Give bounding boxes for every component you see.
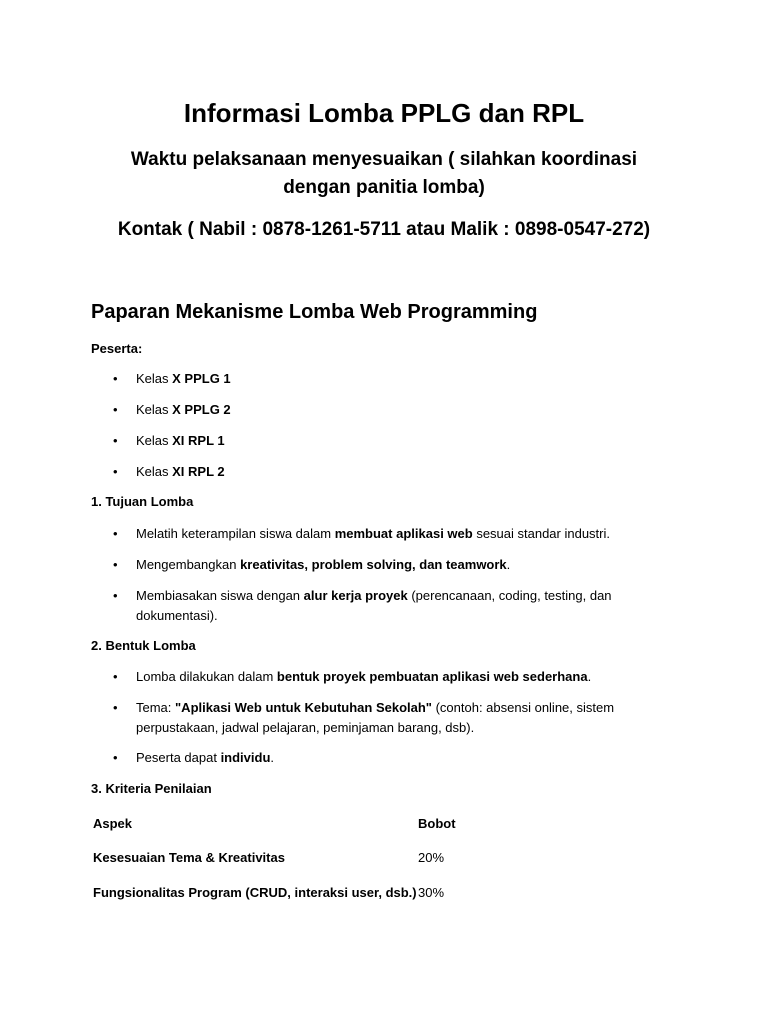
list-item: Kelas XI RPL 1 [136, 433, 225, 448]
bullet-marker: • [113, 526, 118, 541]
list-item: Lomba dilakukan dalam bentuk proyek pembuatan aplikasi web sederhana. [136, 669, 592, 684]
table-cell-aspek: Kesesuaian Tema & Kreativitas [93, 850, 285, 865]
bullet-marker: • [113, 557, 118, 572]
list-item: Membiasakan siswa dengan alur kerja proyek (perencanaan, coding, testing, dan dokumentasi). [136, 588, 612, 623]
tujuan-label: 1. Tujuan Lomba [91, 494, 194, 509]
schedule-note-line-1: Waktu pelaksanaan menyesuaikan ( silahkan koordinasi [130, 149, 638, 170]
list-item: Kelas X PPLG 1 [136, 371, 231, 386]
schedule-note [40, 146, 728, 202]
bentuk-label: 2. Bentuk Lomba [91, 638, 196, 653]
schedule-note-line-2: dengan panitia lomba) [283, 177, 485, 198]
peserta-label: Peserta: [91, 341, 143, 356]
list-item: Melatih keterampilan siswa dalam membuat aplikasi web sesuai standar industri. [136, 526, 610, 541]
bullet-marker: • [113, 371, 118, 386]
section-heading: Paparan Mekanisme Lomba Web Programming [91, 301, 538, 323]
table-cell-bobot: 30% [418, 885, 445, 900]
bullet-marker: • [113, 669, 118, 684]
list-item: Kelas X PPLG 2 [136, 402, 231, 417]
bullet-marker: • [113, 750, 118, 765]
list-item: Mengembangkan kreativitas, problem solving, dan teamwork. [136, 557, 511, 572]
table-header-bobot: Bobot [418, 816, 456, 831]
bullet-marker: • [113, 464, 118, 479]
page-title: Informasi Lomba PPLG dan RPL [183, 98, 585, 128]
list-item: Tema: "Aplikasi Web untuk Kebutuhan Sekolah" (contoh: absensi online, sistem perpustakaan, jadwal pelajaran, peminjaman barang, dsb). [136, 700, 615, 735]
list-item: Kelas XI RPL 2 [136, 464, 225, 479]
bullet-marker: • [113, 588, 118, 603]
table-cell-aspek: Fungsionalitas Program (CRUD, interaksi user, dsb.) [93, 885, 417, 900]
contact-info: Kontak ( Nabil : 0878-1261-5711 atau Malik : 0898-0547-272) [117, 219, 651, 240]
bullet-marker: • [113, 433, 118, 448]
list-item: Peserta dapat individu. [136, 750, 275, 765]
bullet-marker: • [113, 402, 118, 417]
kriteria-label: 3. Kriteria Penilaian [91, 781, 212, 796]
table-header-aspek: Aspek [93, 816, 133, 831]
table-cell-bobot: 20% [418, 850, 445, 865]
bullet-marker: • [113, 700, 118, 715]
